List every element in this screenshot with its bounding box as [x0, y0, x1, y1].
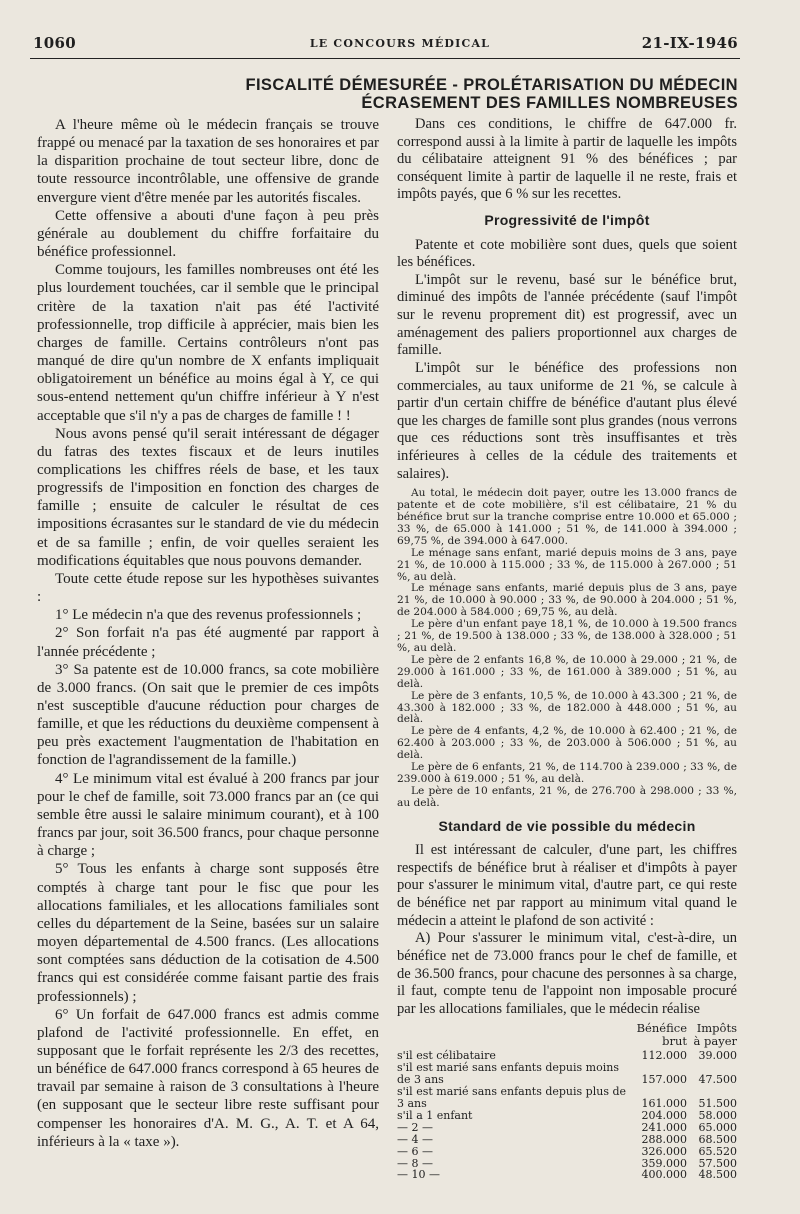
impots-value: 58.000	[698, 1108, 737, 1122]
column-header-benefice: Bénéfice brut	[636, 1021, 687, 1049]
impots-value: 39.000	[698, 1049, 737, 1063]
impots-value: 47.500	[698, 1073, 737, 1087]
paragraph: 1° Le médecin n'a que des revenus professionnels ;	[55, 607, 362, 624]
page-number: 1060	[33, 34, 76, 52]
paragraph: Nous avons pensé qu'il serait intéressant de dégager du fatras des textes fiscaux et de leurs inutiles complications les chiffres réels de base, et les taux progressifs de l'imposition en fonction des charges de famille ; ensuite de calculer le résultat de ces impositions écrasantes sur le standard de vie du médecin et de sa famille ; enfin, de voir quelles seraient les modifications équitables que nous pouvons demander.	[37, 425, 379, 569]
paragraph: L'impôt sur le revenu, basé sur le bénéfice brut, diminué des impôts de l'année précédente (sauf l'impôt sur le revenu proprement dit) est progressif, avec un aménagement des paliers proportionnel aux charges de famille.	[397, 271, 737, 359]
benefice-value: 112.000	[641, 1049, 687, 1063]
impots-value: 68.500	[698, 1132, 737, 1146]
issue-date: 21-IX-1946	[641, 34, 738, 52]
row-label: s'il a 1 enfant	[397, 1108, 473, 1122]
table-row	[397, 1169, 737, 1181]
header-rule	[30, 58, 740, 59]
table-header-row	[397, 1022, 737, 1050]
row-label: — 4 —	[397, 1132, 433, 1146]
note-line: Le père d'un enfant paye 18,1 %, de 10.000 à 19.500 francs ; 21 %, de 19.500 à 138.000 ; 33 %, de 138.000 à 328.000 ; 51 %, au delà.	[397, 618, 737, 654]
impots-value: 65.000	[698, 1120, 737, 1134]
note-line: Le ménage sans enfant, marié depuis moins de 3 ans, paye 21 %, de 10.000 à 115.000 ; 33 %, de 115.000 à 267.000 ; 51 %, au delà.	[397, 546, 737, 583]
left-column	[37, 116, 379, 1151]
paragraph: A l'heure même où le médecin français se trouve frappé ou menacé par la taxation de ses honoraires et par la disparition prochaine de tout secteur libre, donc de toute ressource incontrôlable, une offensive de grande envergure vient d'être menée par les autorités fiscales.	[37, 117, 379, 206]
row-label: — 10 —	[397, 1168, 440, 1182]
impots-value: 57.500	[698, 1156, 737, 1170]
paragraph: 2° Son forfait n'a pas été augmenté par rapport à l'année précédente ;	[37, 625, 379, 660]
table-row	[397, 1086, 737, 1110]
table-row	[397, 1134, 737, 1146]
benefice-value: 359.000	[641, 1156, 687, 1170]
paragraph: L'impôt sur le bénéfice des professions non commerciales, au taux uniforme de 21 %, se calcule à partir d'un certain chiffre de bénéfice d'autant plus élevé que les charges de famille sont plus grandes (nous verrons que ces réductions sont très insuffisantes et très inférieures à celles de la cédule des traitements et salaires).	[397, 359, 737, 482]
section-heading: Progressivité de l'impôt	[484, 212, 650, 229]
income-table	[397, 1022, 737, 1181]
benefice-value: 400.000	[641, 1168, 687, 1182]
paragraph: 6° Un forfait de 647.000 francs est admis comme plafond de l'activité professionnelle. En effet, en supposant que le forfait représente les 2/3 des recettes, un bénéfice de 647.000 francs correspond à 65 heures de travail par semaine à raison de 3 consultations à l'heure (en supposant que le secteur libre reste suffisant pour compenser les honoraires d'A. M. G., A. T. et A 64, inférieurs à la « taxe »).	[37, 1006, 379, 1150]
row-label: — 6 —	[397, 1144, 433, 1158]
paragraph: Patente et cote mobilière sont dues, quels que soient les bénéfices.	[397, 236, 737, 271]
row-label: s'il est marié sans enfants depuis moins de 3 ans	[397, 1061, 619, 1087]
note-line: Le père de 3 enfants, 10,5 %, de 10.000 à 43.300 ; 21 %, de 43.300 à 182.000 ; 33 %, de 182.000 à 448.000 ; 51 %, au delà.	[397, 689, 737, 726]
row-label: — 2 —	[397, 1120, 433, 1134]
paragraph: 3° Sa patente est de 10.000 francs, sa cote mobilière de 3.000 francs. (On sait que le premier de ces impôts n'est susceptible d'aucune réduction pour charges de famille, et que les réductions du deuxième compensent à peu près exactement l'augmentation de l'habitation en fonction de l'agrandissement de la famille.)	[37, 661, 379, 769]
table-row	[397, 1146, 737, 1158]
column-header-impots: Impôts à payer	[693, 1021, 737, 1049]
section-heading: Standard de vie possible du médecin	[438, 817, 696, 834]
note-line: Le père de 6 enfants, 21 %, de 114.700 à 239.000 ; 33 %, de 239.000 à 619.000 ; 51 %, au delà.	[397, 761, 737, 785]
right-column	[397, 116, 737, 1181]
paragraph: Il est intéressant de calculer, d'une part, les chiffres respectifs de bénéfice brut à réaliser et d'impôts à payer pour s'assurer le minimum vital, d'autre part, ce qui reste de bénéfice net par rapport au minimum vital quand le médecin a atteint le plafond de son activité :	[397, 842, 737, 929]
benefice-value: 157.000	[641, 1073, 687, 1087]
note-line: Au total, le médecin doit payer, outre les 13.000 francs de patente et de cote mobilière, s'il est célibataire, 21 % du bénéfice brut sur la tranche comprise entre 10.000 et 65.000 ; 33 %, de 65.000 à 141.000 ; 51 %, de 141.000 à 394.000 ; 69,75 %, de 394.000 à 647.000.	[397, 487, 737, 547]
note-line: Le père de 2 enfants 16,8 %, de 10.000 à 29.000 ; 21 %, de 29.000 à 161.000 ; 33 %, de 161.000 à 389.000 ; 51 %, au delà.	[397, 653, 737, 690]
paragraph: Dans ces conditions, le chiffre de 647.000 fr. correspond aussi à la limite à partir de laquelle les impôts du célibataire atteignent 91 % des bénéfices ; par conséquent limite à partir de laquelle il ne reste, frais et impôts payés, que 6 % sur les recettes.	[397, 116, 737, 203]
note-line: Le père de 10 enfants, 21 %, de 276.700 à 298.000 ; 33 %, au delà.	[397, 784, 737, 809]
table-row	[397, 1110, 737, 1122]
paragraph: Comme toujours, les familles nombreuses ont été les plus lourdement touchées, car il semble que le principal critère de la taxation n'ait pas été l'activité professionnelle, trop difficile à apprécier, mais bien les charges de famille. Certains contrôleurs n'ont pas manqué de dire qu'un nombre de X enfants impliquait obligatoirement un bénéfice au moins égal à Y, ce qui sous-entend nettement qu'un chiffre inférieur à Y n'est acceptable que s'il n'y a pas de charges de famille ! !	[37, 262, 379, 424]
table-row	[397, 1062, 737, 1086]
impots-value: 51.500	[698, 1096, 737, 1110]
benefice-value: 161.000	[641, 1096, 687, 1110]
benefice-value: 326.000	[641, 1144, 687, 1158]
paragraph: 5° Tous les enfants à charge sont supposés être comptés à charge tant pour le fisc que pour les allocations familiales, et les allocations familiales sont celles du département de la Seine, basées sur un salaire moyen départemental de 4.500 francs. (Les allocations sont comptées sans déduction de la cotisation de 4.500 francs qui est considérée comme faisant partie des frais professionnels) ;	[37, 861, 379, 1005]
paragraph: Toute cette étude repose sur les hypothèses suivantes :	[37, 570, 379, 606]
row-label: — 8 —	[397, 1156, 433, 1170]
impots-value: 65.520	[698, 1144, 737, 1158]
row-label: s'il est marié sans enfants depuis plus de 3 ans	[397, 1085, 627, 1110]
benefice-value: 241.000	[641, 1120, 687, 1134]
article-title-line1: FISCALITÉ DÉMESURÉE - PROLÉTARISATION DU MÉDECIN	[245, 76, 738, 94]
paragraph: A) Pour s'assurer le minimum vital, c'est-à-dire, un bénéfice net de 73.000 francs pour le chef de famille, et de 36.500 francs, pour chacune des personnes à sa charge, il faut, compte tenu de l'appoint non imposable procuré par les allocations familiales, que le médecin réalise	[397, 930, 737, 1017]
paragraph: 4° Le minimum vital est évalué à 200 francs par jour pour le chef de famille, soit 73.000 francs par an (ce qui semble être aussi le salaire minimum courant), et à 100 francs par jour, soit 36.500 francs, pour chaque personne à charge ;	[37, 770, 379, 860]
journal-name: LE CONCOURS MÉDICAL	[309, 37, 491, 50]
impots-value: 48.500	[698, 1168, 737, 1182]
table-row	[397, 1122, 737, 1134]
paragraph: Cette offensive a abouti d'une façon à peu près générale au doublement du chiffre forfaitaire du bénéfice professionnel.	[37, 207, 379, 261]
benefice-value: 204.000	[641, 1108, 687, 1122]
article-title-line2: ÉCRASEMENT DES FAMILLES NOMBREUSES	[361, 94, 738, 112]
note-line: Le ménage sans enfants, marié depuis plus de 3 ans, paye 21 %, de 10.000 à 90.000 ; 33 %, de 90.000 à 204.000 ; 51 %, de 204.000 à 584.000 ; 69,75 %, au delà.	[397, 582, 737, 619]
tax-rates-note	[397, 488, 737, 809]
benefice-value: 288.000	[641, 1132, 687, 1146]
row-label: s'il est célibataire	[397, 1049, 496, 1063]
note-line: Le père de 4 enfants, 4,2 %, de 10.000 à 62.400 ; 21 %, de 62.400 à 203.000 ; 33 %, de 203.000 à 506.000 ; 51 %, au delà.	[397, 725, 737, 762]
